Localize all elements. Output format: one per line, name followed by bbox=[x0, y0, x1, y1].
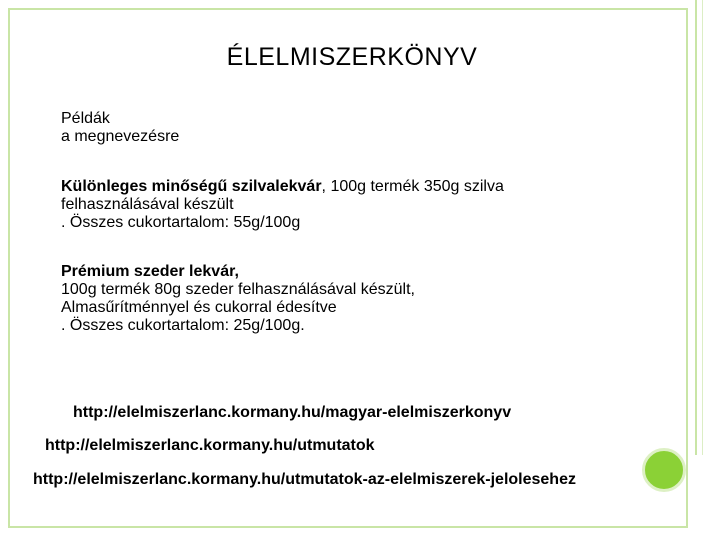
intro-text bbox=[61, 110, 179, 146]
example-1-desc: , 100g termék 350g szilva bbox=[321, 178, 504, 195]
example-2-line-4: . Összes cukortartalom: 25g/100g. bbox=[61, 317, 305, 334]
link-utmutatok-jeloles[interactable]: http://elelmiszerlanc.kormany.hu/utmutatok-az-elelmiszerek-jelolesehez bbox=[33, 471, 576, 488]
link-magyar-elelmiszerkonyv[interactable]: http://elelmiszerlanc.kormany.hu/magyar-elelmiszerkonyv bbox=[73, 404, 512, 421]
link-utmutatok[interactable]: http://elelmiszerlanc.kormany.hu/utmutatok bbox=[45, 437, 375, 454]
example-1-line-2: felhasználásával készült bbox=[61, 196, 234, 213]
example-2-line-2: 100g termék 80g szeder felhasználásával készült, bbox=[61, 281, 415, 298]
slide-title: ÉLELMISZERKÖNYV bbox=[226, 43, 478, 71]
example-1-line-1 bbox=[61, 178, 504, 196]
example-2-name: Prémium szeder lekvár, bbox=[61, 263, 239, 280]
example-2-line-1 bbox=[61, 263, 415, 281]
example-1-line-3: . Összes cukortartalom: 55g/100g bbox=[61, 214, 301, 231]
example-2 bbox=[61, 263, 415, 335]
example-2-line-3: Almasűrítménnyel és cukorral édesítve bbox=[61, 299, 337, 316]
example-1 bbox=[61, 178, 504, 232]
intro-line-2: a megnevezésre bbox=[61, 128, 180, 145]
intro-line-1: Példák bbox=[61, 110, 110, 127]
decorative-green-circle bbox=[642, 448, 686, 492]
example-1-name: Különleges minőségű szilvalekvár bbox=[61, 178, 322, 195]
